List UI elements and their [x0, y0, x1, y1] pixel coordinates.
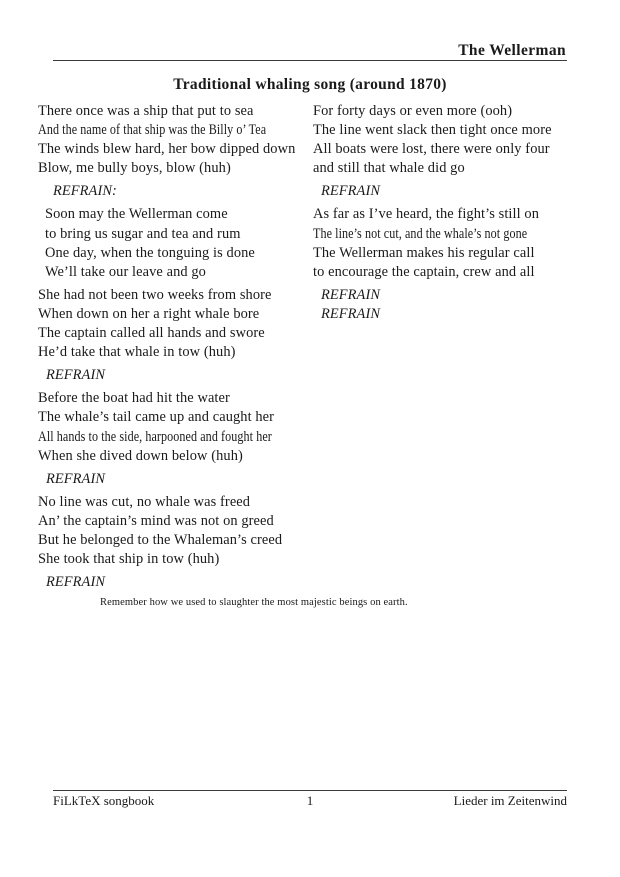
refrain-label-text: REFRAIN:	[53, 183, 117, 200]
lyric-line: No line was cut, no whale was freed	[38, 493, 251, 510]
song-title: Traditional whaling song (around 1870)	[173, 76, 447, 93]
lyric-line: The winds blew hard, her bow dipped down	[38, 141, 296, 158]
lyric-line: All hands to the side, harpooned and fought her	[38, 428, 272, 445]
lyric-line: to bring us sugar and tea and rum	[45, 225, 241, 242]
verse-2	[38, 286, 312, 362]
refrain-reference	[38, 470, 312, 489]
song-note: Remember how we used to slaughter the most majestic beings on earth.	[100, 597, 408, 608]
lyrics-column-right	[313, 102, 571, 328]
lyric-line: All boats were lost, there were only four	[313, 141, 550, 158]
lyric-line: He’d take that whale in tow (huh)	[38, 344, 236, 361]
refrain-reference-text: REFRAIN	[46, 470, 106, 487]
lyric-line: The Wellerman makes his regular call	[313, 244, 535, 261]
lyric-line: Soon may the Wellerman come	[45, 206, 228, 223]
lyric-line: Before the boat had hit the water	[38, 390, 230, 407]
footer-rule	[53, 790, 567, 791]
footer-page-number: 1	[306, 793, 314, 808]
refrain	[38, 205, 312, 281]
footer-book-title: FiLkTeX songbook	[53, 793, 155, 808]
refrain-reference-text: REFRAIN	[321, 183, 381, 200]
lyric-line: As far as I’ve heard, the fight’s still on	[313, 206, 539, 223]
lyric-line: When down on her a right whale bore	[38, 305, 260, 322]
page-footer	[53, 793, 567, 809]
verse-4	[38, 493, 312, 569]
lyrics-column-left	[38, 102, 312, 596]
lyric-line: And the name of that ship was the Billy o’ Tea	[38, 122, 267, 139]
lyric-line: We’ll take our leave and go	[45, 263, 206, 280]
refrain-reference	[38, 366, 312, 385]
header-rule	[53, 60, 567, 61]
refrain-reference-text: REFRAIN	[321, 286, 381, 303]
refrain-reference-text: REFRAIN	[321, 305, 381, 322]
verse-1	[38, 102, 312, 178]
lyric-line: But he belonged to the Whaleman’s creed	[38, 531, 283, 548]
lyric-line: When she dived down below (huh)	[38, 447, 243, 464]
lyric-line: She had not been two weeks from shore	[38, 286, 272, 303]
refrain-reference-pair	[313, 286, 571, 324]
lyric-line: For forty days or even more (ooh)	[313, 103, 513, 119]
lyric-line: There once was a ship that put to sea	[38, 103, 254, 119]
verse-3	[38, 389, 312, 465]
page-header-title: The Wellerman	[458, 42, 566, 59]
lyric-line: The whale’s tail came up and caught her	[38, 409, 275, 426]
footer-collection-title: Lieder im Zeitenwind	[453, 793, 567, 808]
refrain-reference-text: REFRAIN	[46, 367, 106, 384]
lyric-line: One day, when the tonguing is done	[45, 244, 255, 261]
lyric-line: An’ the captain’s mind was not on greed	[38, 512, 274, 529]
lyric-line: and still that whale did go	[313, 160, 465, 177]
lyric-line: The line’s not cut, and the whale’s not gone	[313, 225, 528, 242]
verse-5	[313, 102, 571, 178]
verse-6	[313, 205, 571, 281]
lyric-line: The line went slack then tight once more	[313, 122, 552, 139]
lyric-line: The captain called all hands and swore	[38, 325, 265, 342]
refrain-reference	[38, 573, 312, 592]
lyric-line: Blow, me bully boys, blow (huh)	[38, 160, 231, 177]
lyric-line: She took that ship in tow (huh)	[38, 551, 220, 568]
refrain-label	[38, 182, 312, 201]
refrain-reference	[313, 182, 571, 201]
lyric-line: to encourage the captain, crew and all	[313, 263, 535, 280]
refrain-reference-text: REFRAIN	[46, 574, 106, 591]
